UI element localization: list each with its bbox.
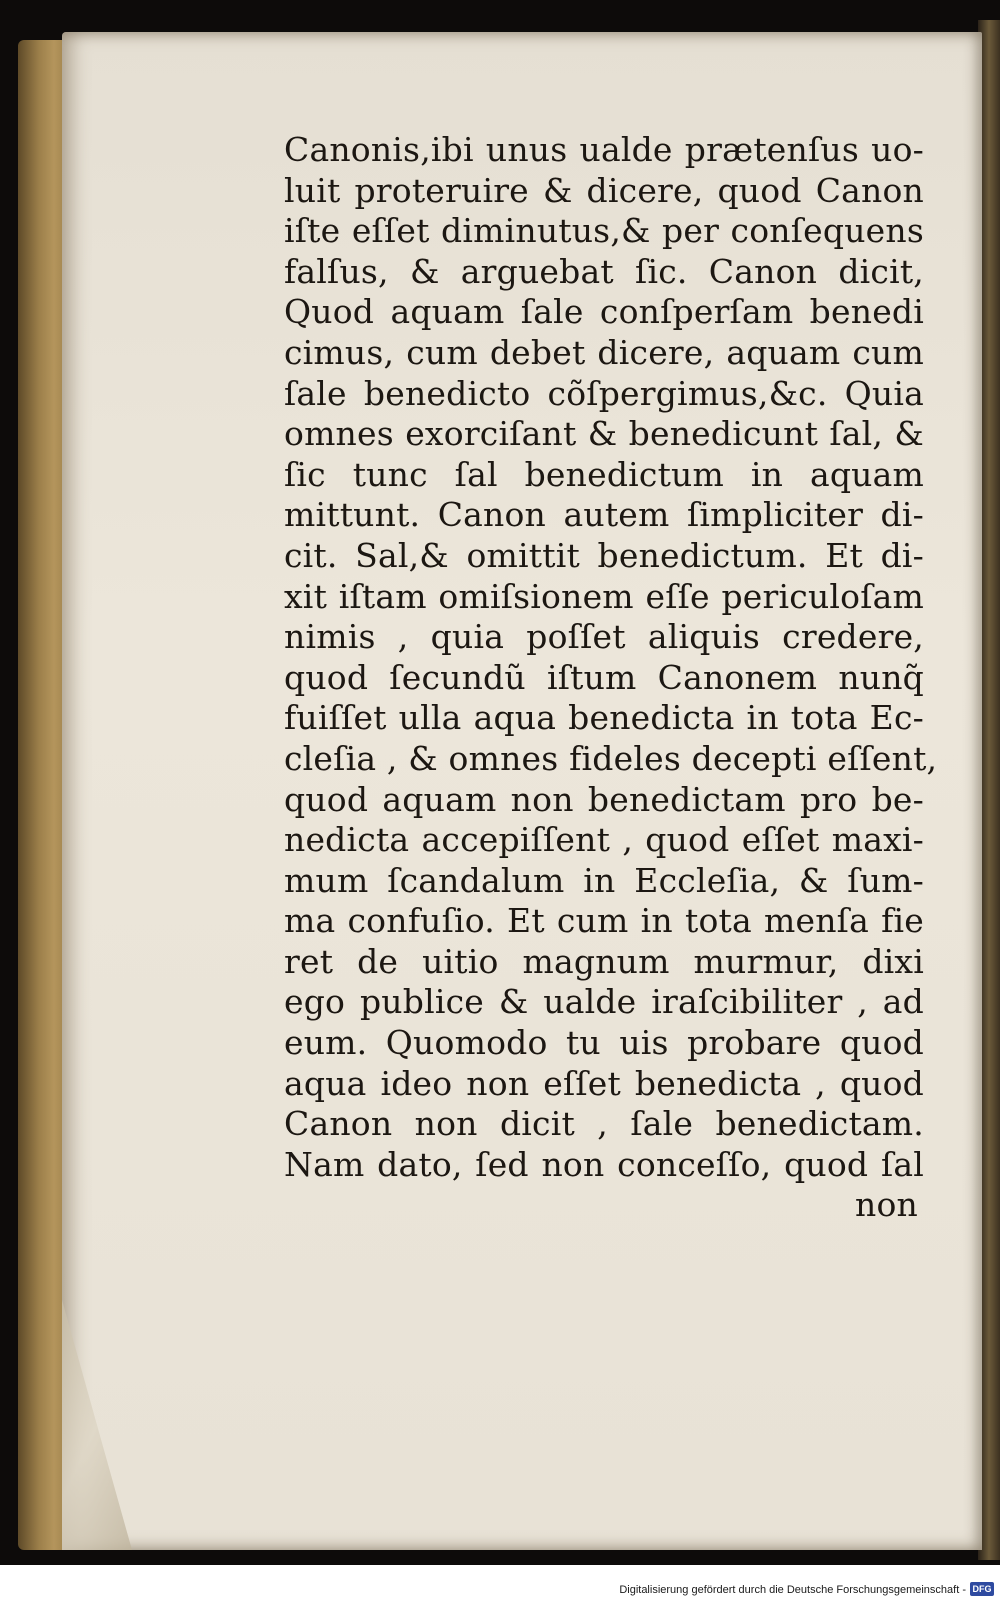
text-line: Quod aquam ſale conſperſam benedi xyxy=(284,292,924,332)
text-line: luit proteruire & dicere, quod Canon xyxy=(284,170,924,210)
text-line: falſus, & arguebat ſic. Canon dicit, xyxy=(284,251,924,291)
text-line: ſic tunc ſal benedictum in aquam xyxy=(284,454,924,494)
text-line: ret de uitio magnum murmur, dixi xyxy=(284,941,924,981)
text-line: quod aquam non benedictam pro be- xyxy=(284,779,924,819)
text-line: Canonis,ibi unus ualde prætenſus uo- xyxy=(284,130,924,169)
text-line: xit iſtam omiſsionem eſſe periculoſam xyxy=(284,576,924,616)
text-line: cleſia , & omnes fideles decepti eſſent, xyxy=(284,738,938,778)
text-line: mum ſcandalum in Eccleſia, & ſum- xyxy=(284,860,924,900)
text-line: mittunt. Canon autem ſimpliciter di- xyxy=(284,495,924,535)
text-line: cit. Sal,& omittit benedictum. Et di- xyxy=(284,535,924,575)
digitization-credit: Digitalisierung gefördert durch die Deutsche Forschungsgemeinschaft - xyxy=(619,1584,966,1596)
text-line: nimis , quia poſſet aliquis credere, xyxy=(284,617,924,657)
page-text xyxy=(284,130,938,1226)
text-line: Canon non dicit , ſale benedictam. xyxy=(284,1104,924,1144)
text-line: cimus, cum debet dicere, aquam cum xyxy=(284,332,924,372)
text-line: iſte eſſet diminutus,& per conſequens xyxy=(284,211,924,251)
text-line: omnes exorciſant & benedicunt ſal, & xyxy=(284,414,924,454)
text-line: fuiſſet ulla aqua benedicta in tota Ec- xyxy=(284,698,924,738)
text-line: Nam dato, ſed non conceſſo, quod ſal xyxy=(284,1144,924,1184)
text-line: ego publice & ualde iraſcibiliter , ad xyxy=(284,982,924,1022)
text-line: aqua ideo non eſſet benedicta , quod xyxy=(284,1063,924,1103)
text-line: ſale benedicto cõſpergimus,&c. Quia xyxy=(284,373,924,413)
text-line: quod ſecundũ iſtum Canonem nunq̃ xyxy=(284,657,924,697)
text-line: eum. Quomodo tu uis probare quod xyxy=(284,1023,924,1063)
dfg-logo: DFG xyxy=(970,1582,994,1596)
catchword: non xyxy=(855,1185,918,1225)
text-line: nedicta accepiſſent , quod eſſet maxi- xyxy=(284,820,924,860)
text-line: ma confuſio. Et cum in tota menſa fie xyxy=(284,901,924,941)
